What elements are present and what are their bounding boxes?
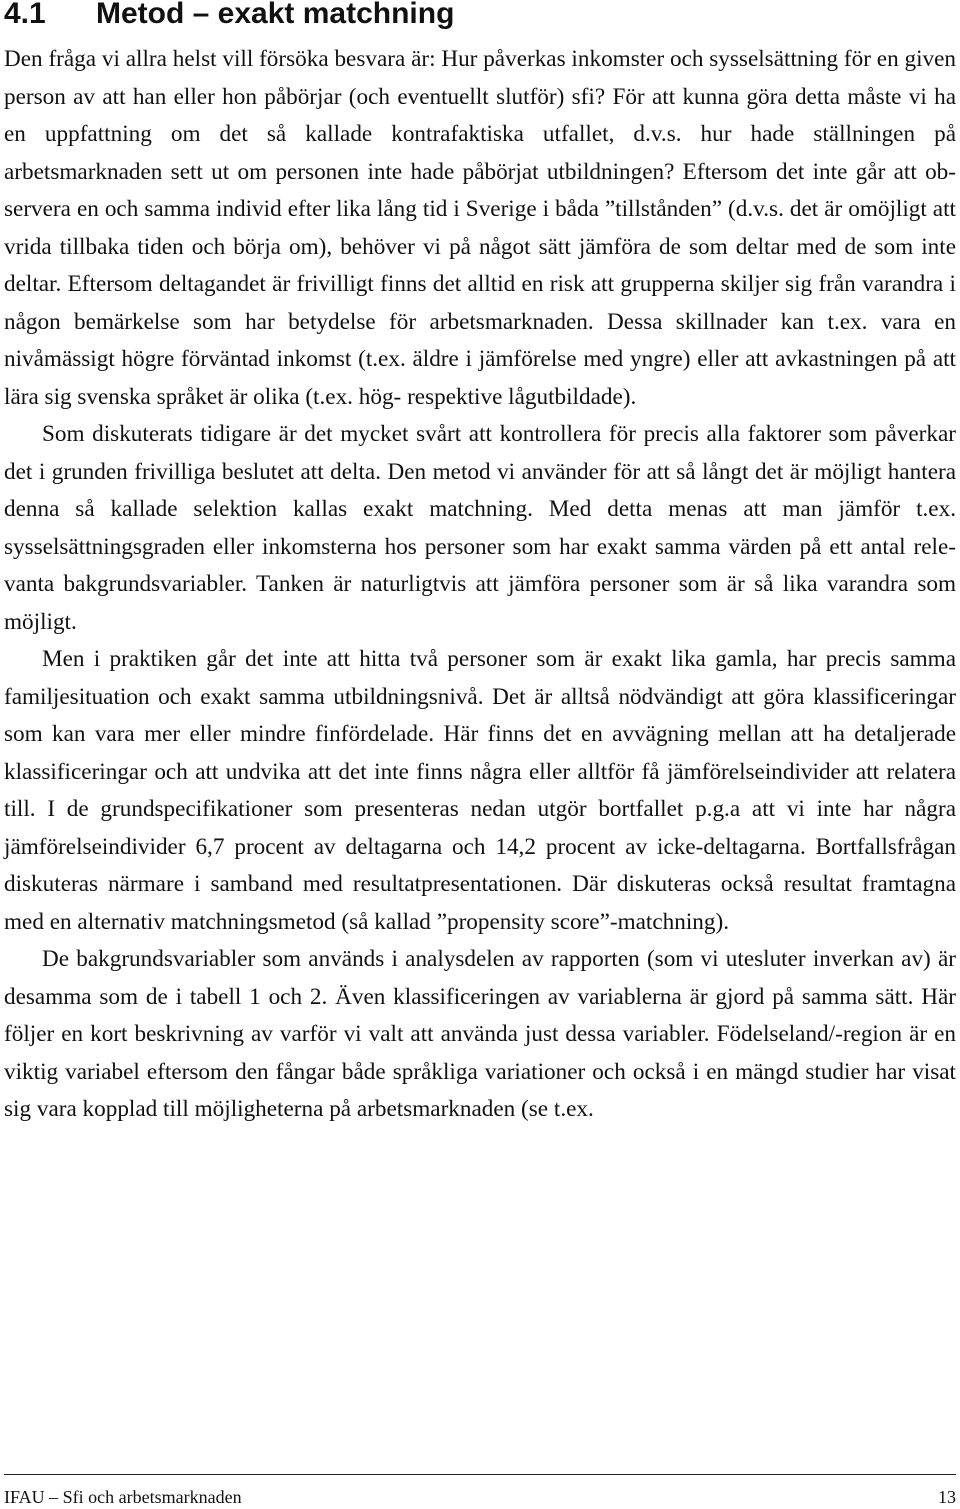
section-title: Metod – exakt matchning [96,0,455,30]
paragraph: Som diskuterats tidigare är det mycket svårt att kontrollera för precis alla faktorer som påverkar det i grunden frivilliga beslutet att delta. Den metod vi använder för att så långt det är möjligt hantera denna så kallade selektion kallas exakt matchning. Med detta menas att man jämför t.ex. sysselsättningsgraden eller inkomsterna hos personer som har exakt samma värden på ett antal relevanta bakgrundsvariabler. Tanken är naturligtvis att jämföra personer som är så lika varandra som möjligt. [4,421,956,635]
section-number: 4.1 [4,0,46,30]
paragraph: Den fråga vi allra helst vill försöka besvara är: Hur påverkas inkomster och sysselsättning för en given person av att han eller hon påbörjar (och eventuellt slutför) sfi? För att kunna göra detta måste vi ha en uppfattning om det så kallade kontrafaktiska utfallet, d.v.s. hur hade ställningen på arbetsmarknaden sett ut om personen inte hade påbörjat utbildningen? Eftersom det inte går att observera en och samma individ efter lika lång tid i Sverige i båda ”tillstånden” (d.v.s. det är omöjligt att vrida tillbaka tiden och börja om), behöver vi på något sätt jämföra de som deltar med de som inte deltar. Eftersom deltagandet är frivilligt finns det alltid en risk att grupperna skiljer sig från varandra i någon bemärkelse som har betydelse för arbetsmarknaden. Dessa skillnader kan t.ex. vara en nivåmässigt högre förväntad inkomst (t.ex. äldre i jämförelse med yngre) eller att avkastningen på att lära sig svenska språket är olika (t.ex. hög- respektive lågutbildade). [4,46,956,410]
running-title: IFAU – Sfi och arbetsmarknaden [4,1487,242,1507]
paragraph: De bakgrundsvariabler som används i analysdelen av rapporten (som vi utesluter inverkan av) är desamma som de i tabell 1 och 2. Även klassificeringen av variablerna är gjord på samma sätt. Här följer en kort beskrivning av varför vi valt att använda just dessa variabler. Födelseland/-region är en viktig variabel eftersom den fångar både språkliga variationer och också i en mängd studier har visat sig vara kopplad till möjligheterna på arbetsmarknaden (se t.ex. [4,946,956,1122]
section-heading [4,0,454,34]
body-text [4,41,956,1129]
page-footer [4,1474,956,1509]
page-number: 13 [938,1487,956,1507]
paragraph: Men i praktiken går det inte att hitta två personer som är exakt lika gamla, har precis samma familjesituation och exakt samma utbildningsnivå. Det är alltså nödvändigt att göra klassificeringar som kan vara mer eller mindre finfördelade. Här finns det en avvägning mellan att ha detaljerade klassificeringar och att undvika att det inte finns några eller alltför få jämförelseindivider att relatera till. I de grundspecifikationer som presenteras nedan utgör bortfallet p.g.a att vi inte har några jämförelseindivider 6,7 procent av deltagarna och 14,2 procent av icke-deltagarna. Bortfallsfrågan diskuteras närmare i samband med resultatpresentationen. Där diskuteras också resultat framtagna med en alternativ matchningsmetod (så kallad ”propensity score”-matchning). [4,646,956,935]
